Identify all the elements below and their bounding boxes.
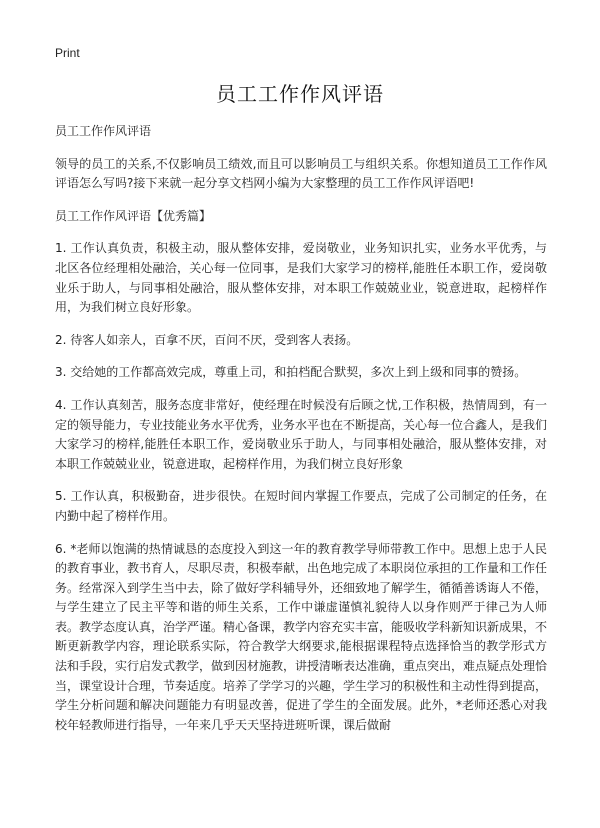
list-item: 6. *老师以饱满的热情诚恳的态度投入到这一年的教育教学导师带教工作中。思想上忠于人民的教育事业，教书育人，尽职尽责，积极奉献，出色地完成了本职岗位承担的工作量和工作任务。经常深入到学生当中去，除了做好学科辅导外，还细致地了解学生，循循善诱诲人不倦，与学生建立了民主平等和谐的师生关系，工作中谦虚谨慎礼貌待人以身作则严于律己为人师表。教学态度认真，治学严谨。精心备课，教学内容充实丰富，能吸收学科新知识新成果，不断更新教学内容，理论联系实际，符合教学大纲要求,能根据课程特点选择恰当的教学形式方法和手段，实行启发式教学，做到因材施教，讲授清晰表达准确，重点突出，难点疑点处理恰当，课堂设计合理，节奏适度。培养了学学习的兴趣，学生学习的积极性和主动性得到提高，学生分析问题和解决问题能力有明显改善，促进了学生的全面发展。此外，*老师还悉心对我校年轻教师进行指导，一年来几乎天天坚持进班听课，课后做耐 [55,541,548,732]
page-title: 员工工作作风评语 [216,82,384,106]
section-heading: 员工工作作风评语【优秀篇】 [55,208,212,223]
list-item: 3. 交给她的工作都高效完成，尊重上司，和拍档配合默契，多次上到上级和同事的赞扬。 [55,365,527,380]
subtitle: 员工工作作风评语 [55,124,152,138]
list-item: 2. 待客人如亲人，百拿不厌，百问不厌，受到客人表扬。 [55,332,359,347]
print-link[interactable]: Print [55,46,80,60]
list-item: 4. 工作认真刻苦，服务态度非常好，使经理在时候没有后顾之忧,工作积极，热情周到，有一定的领导能力，专业技能业务水平优秀，业务水平也在不断提高，关心每一位合鑫人，是我们大家学习的榜样,能胜任本职工作，爱岗敬业乐于助人，与同事相处融洽，服从整体安排，对本职工作兢兢业业，锐意进取，起榜样作用，为我们树立良好形象 [55,397,548,471]
document-body [55,122,547,748]
intro-paragraph: 领导的员工的关系,不仅影响员工绩效,而且可以影响员工与组织关系。你想知道员工工作作风评语怎么写吗?接下来就一起分享文档网小编为大家整理的员工工作作风评语吧! [55,156,547,191]
list-item: 5. 工作认真，积极勤奋，进步很快。在短时间内掌握工作要点，完成了公司制定的任务，在内勤中起了榜样作用。 [55,489,547,523]
list-item: 1. 工作认真负责，积极主动，服从整体安排，爱岗敬业，业务知识扎实，业务水平优秀，与北区各位经理相处融洽，关心每一位同事，是我们大家学习的榜样,能胜任本职工作，爱岗敬业乐于助人，与同事相处融洽，服从整体安排，对本职工作兢兢业业，锐意进取，起榜样作用，为我们树立良好形象。 [55,241,547,315]
